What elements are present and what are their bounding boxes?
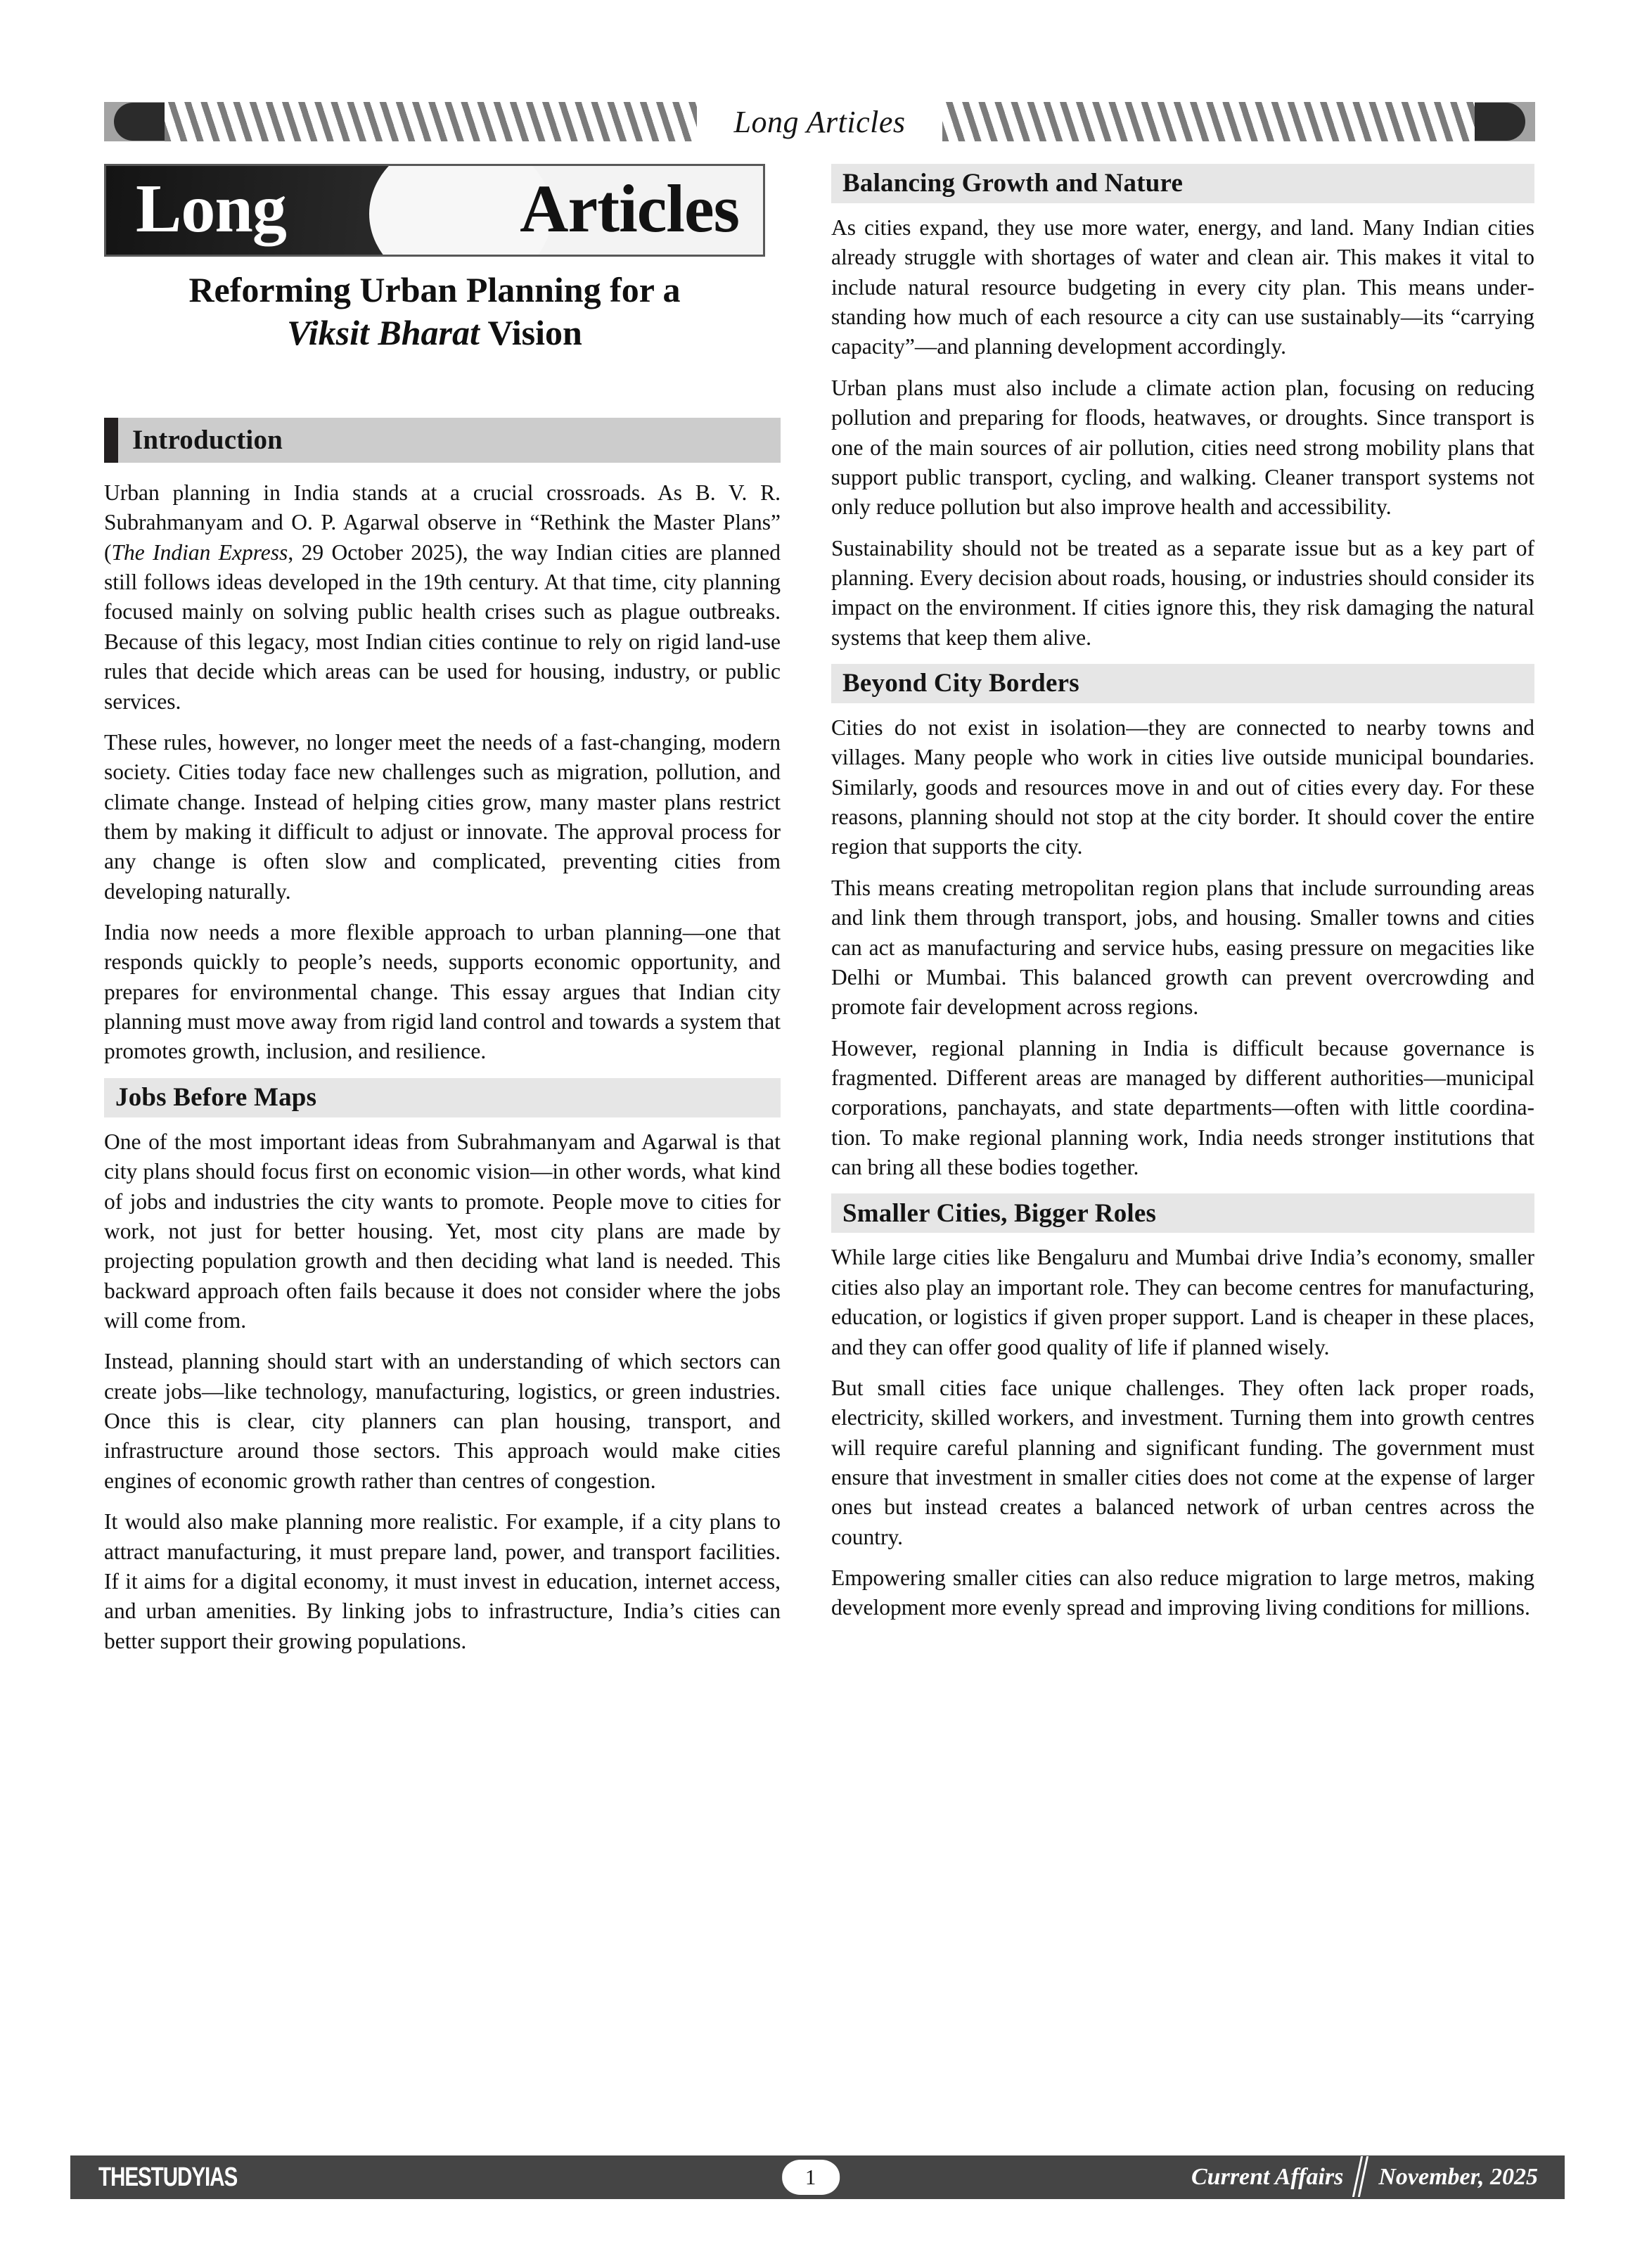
paragraph: This means creating metropolitan region plans that include surrounding areas and link them through transport, jobs, and housing. Smaller towns and cities can act as manufacturing and service hubs, easing pressure on megacities like Delhi or Mumbai. This balanced growth can prevent overcrowding and promote fair development across regions. — [831, 875, 1534, 1020]
double-slash-icon — [1354, 2159, 1367, 2196]
citation-source: The Indian Express — [111, 539, 288, 565]
paragraph: However, regional planning in India is difficult because governance is fragmented. Different areas are managed by different authorities—municipal corporations, panchayats, and state departments—often with little coordination. To make regional planning work, India needs stronger institutions that can bring all these bodies together. — [831, 1035, 1534, 1180]
stripe-cap-right-icon — [1475, 102, 1535, 141]
paragraph: While large cities like Bengaluru and Mumbai drive India’s economy, smaller cities also play an important role. They can become centres for manufacturing, education, or logistics if given proper support. Land is cheaper in these places, and they can offer good quality of life if planned wisely. — [831, 1245, 1534, 1359]
article-title — [104, 269, 765, 354]
paragraph: India now needs a more flexible approach to urban planning—one that responds quickly to people’s needs, supports economic opportunity, and prepares for environmental change. This essay argues that Indian city planning must move away from rigid land control and towards a system that promotes growth, inclusion, and resilience. — [104, 920, 781, 1064]
stripe-field-left-icon — [165, 102, 697, 141]
paragraph: One of the most important ideas from Subrahmanyam and Agarwal is that city plans should focus first on economic vision—in other words, what kind of jobs and industries the city wants to promote. People move to cities for work, not just for better housing. Yet, most city plans are made by projecting population growth and then deciding what land is needed. This backward approach often fails because it does not consider where the jobs will come from. — [104, 1129, 781, 1333]
masthead-logo — [104, 164, 765, 257]
heading-accent-tab — [104, 418, 118, 463]
article-title-line-1: Reforming Urban Planning for a — [188, 270, 681, 309]
paragraph: Cities do not exist in isolation—they are connected to nearby towns and villages. Many people who work in cities live outside municipal boundaries. Similarly, goods and resources move in and out of cities every day. For these reasons, planning should not stop at the city border. It should cover the entire region that supports the city. — [831, 715, 1534, 859]
article-title-line-2-rest: Vision — [479, 313, 582, 352]
running-head-title: Long Articles — [733, 104, 906, 139]
running-head-right-ornament — [942, 102, 1535, 141]
stripe-knob-right-icon — [1475, 103, 1525, 141]
paragraph: Sustainability should not be treated as a separate issue but as a key part of planning. Every decision about roads, housing, or industries should consider its impact on the environment. If cities ignore this, they risk damaging the natural systems that keep them alive. — [831, 535, 1534, 650]
paragraph: Instead, planning should start with an understanding of which sectors can create jobs—like technology, manufacturing, logistics, or green industries. Once this is clear, city planners can plan housing, transport, and infrastructure around those sectors. This approach would make cities engines of economic growth rather than centres of congestion. — [104, 1349, 781, 1493]
stripe-knob-left-icon — [114, 103, 165, 141]
section-heading-introduction — [104, 418, 781, 463]
section-heading-introduction-label: Introduction — [132, 424, 283, 455]
page-footer — [70, 2155, 1565, 2199]
stripe-field-right-icon — [942, 102, 1475, 141]
running-head — [104, 100, 1535, 143]
column-right — [831, 164, 1534, 1623]
paragraph: Urban planning in India stands at a crucial crossroads. As B. V. R. Subrahmanyam and O. P. Agarwal observe in “Rethink the Master Plans” (The Indian Express, 29 October 2025), the way Indian cities are planned still follows ideas developed in the 19th century. At that time, city planning focused mainly on solving public health crises such as plague outbreaks. Because of this legacy, most Indian cities continue to rely on rigid land-use rules that decide which areas can be used for housing, industry, or public services. — [104, 480, 781, 714]
footer-publication: Current Affairs — [1191, 2164, 1344, 2190]
section-heading-beyond-city-borders: Beyond City Borders — [831, 664, 1534, 703]
masthead-word-articles: Articles — [520, 171, 739, 247]
paragraph: Empowering smaller cities can also reduce migration to large metros, making development more evenly spread and improving living conditions for millions. — [831, 1565, 1534, 1620]
column-left — [104, 418, 781, 1656]
article-title-italic-term: Viksit Bharat — [287, 313, 480, 352]
masthead-word-long: Long — [136, 171, 286, 248]
section-heading-jobs-before-maps: Jobs Before Maps — [104, 1078, 781, 1117]
paragraph: These rules, however, no longer meet the needs of a fast-changing, modern society. Cities today face new challenges such as migration, pollution, and climate change. Instead of helping cities grow, many master plans restrict them by making it difficult to adjust or innovate. The approval process for any change is often slow and complicated, preventing cities from developing naturally. — [104, 729, 781, 904]
section-heading-smaller-cities-bigger-roles: Smaller Cities, Bigger Roles — [831, 1193, 1534, 1233]
footer-brand: THESTUDYIAS — [98, 2162, 238, 2192]
paragraph: Urban plans must also include a climate action plan, focusing on reducing pollution and preparing for floods, heatwaves, or droughts. Since transport is one of the main sources of air pollution, cities need strong mobility plans that support public transport, cycling, and walking. Cleaner transport systems not only reduce pollution but also improve health and accessibility. — [831, 375, 1534, 520]
paragraph: But small cities face unique challenges. They often lack proper roads, electricity, skilled workers, and investment. Turning them into growth centres will require careful planning and significant funding. The government must ensure that investment in smaller cities does not come at the expense of larger ones but instead creates a balanced network of urban centres across the country. — [831, 1375, 1534, 1549]
article-title-line-2 — [104, 312, 765, 354]
section-heading-balancing-growth-and-nature: Balancing Growth and Nature — [831, 164, 1534, 203]
paragraph: It would also make planning more realistic. For example, if a city plans to attract manufacturing, it must prepare land, power, and transport facilities. If it aims for a digital economy, it must invest in education, internet access, and urban amenities. By linking jobs to infrastructure, India’s cities can better support their growing populations. — [104, 1509, 781, 1653]
footer-issue-date: November, 2025 — [1378, 2164, 1538, 2190]
page-number-badge: 1 — [782, 2160, 840, 2195]
paragraph: As cities expand, they use more water, energy, and land. Many Indian cities already struggle with shortages of water and clean air. This makes it vital to include natural resource budgeting in every city plan. This means understanding how much of each resource a city can use sustainably—its “carrying capacity”—and planning development accordingly. — [831, 215, 1534, 359]
footer-issue-info — [1191, 2159, 1538, 2196]
running-head-left-ornament — [104, 102, 697, 141]
stripe-cap-left-icon — [104, 102, 165, 141]
